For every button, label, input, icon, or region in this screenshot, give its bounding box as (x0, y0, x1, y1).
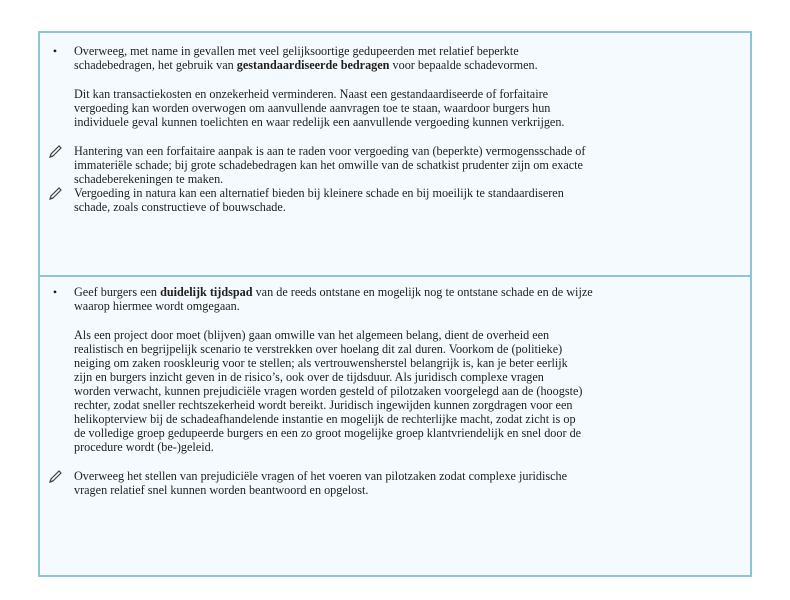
bullet-text-line: Geef burgers een duidelijk tijdspad van de reeds ontstane en mogelijk nog te ontstane schade en de wijze (74, 285, 593, 299)
paragraph-line: Dit kan transactiekosten en onzekerheid verminderen. Naast een gestandaardiseerde of forfaitaire (74, 87, 549, 101)
paragraph-line: realistisch en begrijpelijk scenario te verstrekken over hoelang dit zal duren. Voorkom de (politieke) (74, 342, 563, 356)
tip-line: Overweeg het stellen van prejudiciële vragen of het voeren van pilotzaken zodat complexe juridische (74, 469, 568, 483)
pencil-icon (48, 186, 64, 202)
recommendations-frame (38, 31, 752, 577)
tip-line: Hantering van een forfaitaire aanpak is aan te raden voor vergoeding van (beperkte) vermogensschade of (74, 144, 586, 158)
tip-line: immateriële schade; bij grote schadebedragen kan het omwille van de schatkist prudenter zijn om exacte (74, 158, 583, 172)
bullet-marker: • (52, 285, 58, 299)
pencil-icon (48, 469, 64, 485)
recommendation-section-standardized-amounts (40, 33, 750, 275)
emphasis-text: gestandaardiseerde bedragen (236, 58, 390, 72)
paragraph-line: neiging om zaken rooskleurig voor te stellen; als vertrouwensherstel belangrijk is, kan je beter eerlijk (74, 356, 568, 370)
paragraph-line: worden verwacht, kunnen prejudiciële vragen worden gesteld of pilotzaken voorgelegd aan de (hoogste) (74, 384, 583, 398)
tip-line: Vergoeding in natura kan een alternatief bieden bij kleinere schade en bij moeilijk te standaardiseren (74, 186, 564, 200)
paragraph-line: de volledige groep gedupeerde burgers en een zo groot mogelijke groep klantvriendelijk en snel door de (74, 426, 582, 440)
paragraph-line: procedure wordt (be-)geleid. (74, 440, 214, 454)
paragraph-line: vergoeding kan worden overwogen om aanvullende aanvragen toe te staan, waardoor burgers hun (74, 101, 551, 115)
bullet-text-line: waarop hiermee wordt omgegaan. (74, 299, 240, 313)
pencil-icon (48, 144, 64, 160)
emphasis-text: duidelijk tijdspad (160, 285, 253, 299)
bullet-text-line: Overweeg, met name in gevallen met veel gelijksoortige gedupeerden met relatief beperkte (74, 44, 519, 58)
recommendation-section-clear-timeline (40, 275, 750, 577)
bullet-text-line: schadebedragen, het gebruik van gestandaardiseerde bedragen voor bepaalde schadevormen. (74, 58, 538, 72)
tip-line: vragen relatief snel kunnen worden beantwoord en opgelost. (74, 483, 369, 497)
paragraph-line: Als een project door moet (blijven) gaan omwille van het algemeen belang, dient de overheid een (74, 328, 550, 342)
bullet-marker: • (52, 44, 58, 58)
tip-line: schade, zoals constructieve of bouwschade. (74, 200, 286, 214)
paragraph-line: helikopterview bij de schadeafhandelende instantie en mogelijk de rechterlijke macht, zodat zicht is op (74, 412, 576, 426)
paragraph-line: zijn en burgers inzicht geven in de risico’s, ook over de tijdsduur. Als juridisch complexe vragen (74, 370, 544, 384)
paragraph-line: rechter, zodat sneller rechtszekerheid wordt bereikt. Juridisch ingewijden kunnen zorgdragen voor een (74, 398, 573, 412)
paragraph-line: individuele geval kunnen toelichten en waar redelijk een aanvullende vergoeding kunnen verkrijgen. (74, 115, 565, 129)
tip-line: schadeberekeningen te maken. (74, 172, 224, 186)
